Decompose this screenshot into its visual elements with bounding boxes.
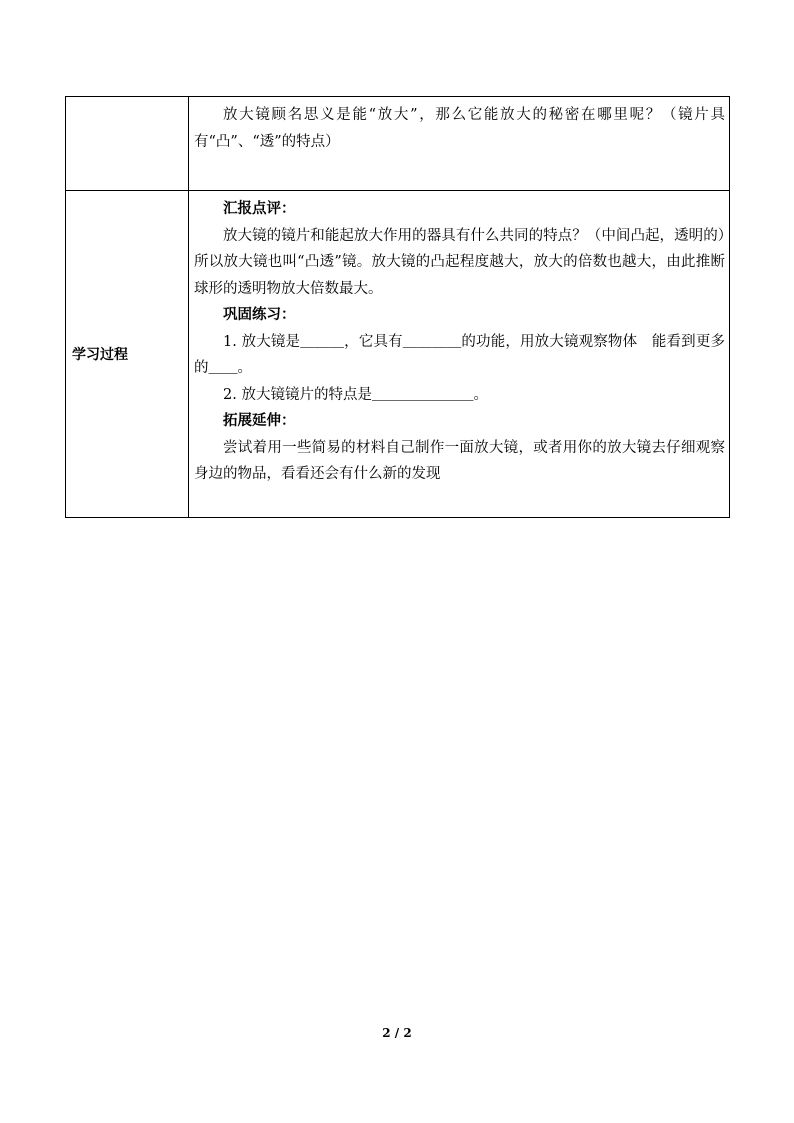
review-text: 放大镜的镜片和能起放大作用的器具有什么共同的特点？（中间凸起，透明的）所以放大镜也叫“凸透”镜。放大镜的凸起程度越大，放大的倍数也越大，由此推断球形的透明物放大倍数最大。 bbox=[194, 227, 725, 297]
row-label-learning-process: 学习过程 bbox=[66, 191, 189, 518]
page-number: 2 / 2 bbox=[382, 1026, 412, 1040]
review-heading: 汇报点评： bbox=[223, 201, 296, 217]
intro-paragraph: 放大镜顾名思义是能“放大”，那么它能放大的秘密在哪里呢？（镜片具有“凸”、“透”的特点） bbox=[194, 107, 725, 150]
table-row bbox=[66, 97, 730, 191]
extension-text: 尝试着用一些简易的材料自己制作一面放大镜，或者用你的放大镜去仔细观察身边的物品，看看还会有什么新的发现 bbox=[194, 439, 725, 482]
practice-item-2: 2. 放大镜镜片的特点是＿＿＿＿＿＿＿。 bbox=[223, 386, 488, 403]
table-row bbox=[66, 191, 730, 518]
practice-item-1: 1. 放大镜是＿＿＿，它具有＿＿＿＿的功能，用放大镜观察物体 能看到更多的＿＿。 bbox=[194, 333, 725, 376]
practice-heading: 巩固练习： bbox=[223, 307, 296, 323]
lesson-table bbox=[65, 96, 730, 518]
extension-heading: 拓展延伸： bbox=[223, 413, 296, 429]
row-label-empty bbox=[66, 97, 189, 191]
intro-cell bbox=[189, 97, 730, 191]
learning-process-cell bbox=[189, 191, 730, 518]
